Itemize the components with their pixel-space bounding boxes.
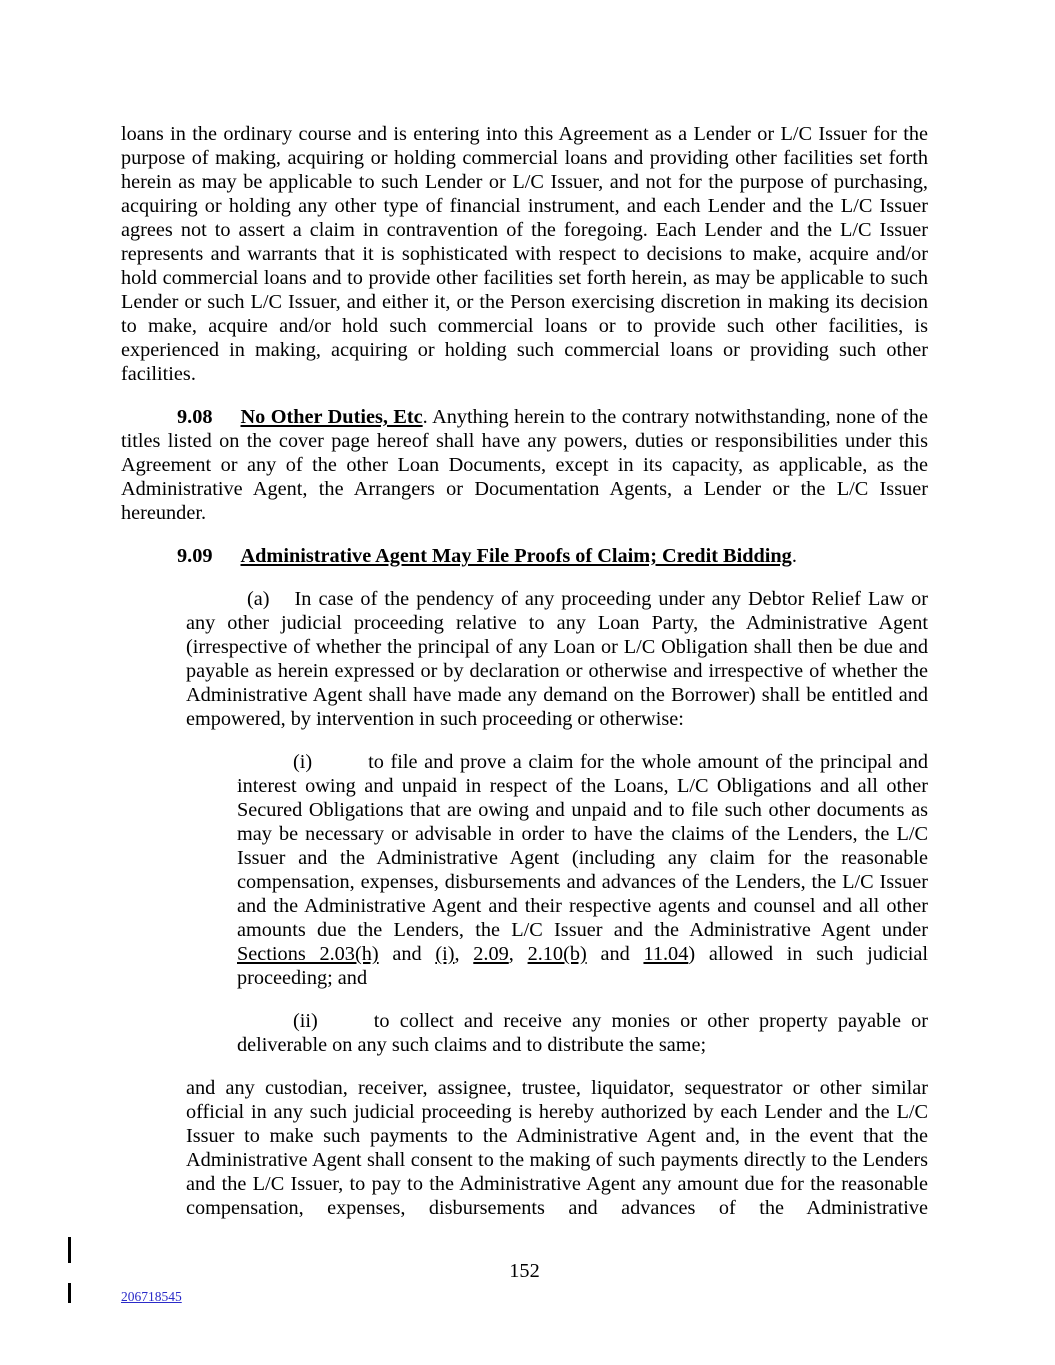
text-run: Administrative Agent May File Proofs of Claim; Credit Bidding	[240, 545, 792, 567]
change-bar-top	[68, 1237, 71, 1263]
section-reference-link[interactable]: (i)	[435, 943, 455, 965]
continuation-paragraph	[121, 122, 928, 386]
text-run: and any custodian, receiver, assignee, trustee, liquidator, sequestrator or other similar official in any such judicial proceeding is hereby authorized by each Lender and the L/C Issuer to make such payments to the Administrative Agent and, in the event that the Administrative Agent shall consent to the making of such payments directly to the Lenders and the L/C Issuer, to pay to the Administrative Agent any amount due for the reasonable compensation, expenses, disbursements and advances of the Administrative	[186, 1077, 928, 1219]
clause-a	[186, 587, 928, 731]
section-9-08	[121, 405, 928, 525]
change-bar-bottom	[68, 1283, 71, 1303]
text-run: to collect and receive any monies or other property payable or deliverable on any such claims and to distribute the same;	[237, 1010, 928, 1056]
text-run: to file and prove a claim for the whole amount of the principal and interest owing and unpaid in respect of the Loans, L/C Obligations and all other Secured Obligations that are owing and unpaid and to file such other documents as may be necessary or advisable in order to have the claims of the Lenders, the L/C Issuer and the Administrative Agent (including any claim for the reasonable compensation, expenses, disbursements and advances of the Lenders, the L/C Issuer and the Administrative Agent and their respective agents and counsel and all other amounts due the Lenders, the L/C Issuer and the Administrative Agent under	[237, 751, 928, 941]
clause-a-i	[237, 750, 928, 990]
closing-paragraph	[186, 1076, 928, 1220]
text-run: loans in the ordinary course and is entering into this Agreement as a Lender or L/C Issuer for the purpose of making, acquiring or holding commercial loans and providing other facilities set forth herein as may be applicable to such Lender or L/C Issuer, and not for the purpose of purchasing, acquiring or holding any other type of financial instrument, and each Lender and the L/C Issuer agrees not to assert a claim in contravention of the foregoing. Each Lender and the L/C Issuer represents and warrants that it is sophisticated with respect to decisions to make, acquire and/or hold commercial loans and to provide other facilities set forth herein, as may be applicable to such Lender or such L/C Issuer, and either it, or the Person exercising discretion in making its decision to make, acquire and/or hold such commercial loans or to provide such other facilities, is experienced in making, acquiring or holding such commercial loans or providing such other facilities.	[121, 123, 928, 385]
document-body	[121, 122, 928, 1220]
section-9-09-heading	[121, 544, 928, 568]
text-run: (a)	[247, 588, 270, 610]
document-id-link[interactable]: 206718545	[121, 1289, 182, 1304]
text-run: 9.08	[177, 406, 213, 428]
text-run: .	[791, 545, 797, 567]
clause-a-ii	[237, 1009, 928, 1057]
section-reference-link[interactable]: 2.10(b)	[527, 943, 587, 965]
text-run: ,	[508, 943, 528, 965]
text-run: 9.09	[177, 545, 213, 567]
text-run: ) allowed in such judicial proceeding; and	[237, 943, 928, 989]
section-reference-link[interactable]: 11.04	[643, 943, 689, 965]
text-run: In case of the pendency of any proceeding under any Debtor Relief Law or any other judicial proceeding relative to any Loan Party, the Administrative Agent (irrespective of whether the principal of any Loan or L/C Obligation shall then be due and payable as herein expressed or by declaration or otherwise and irrespective of whether the Administrative Agent shall have made any demand on the Borrower) shall be entitled and empowered, by intervention in such proceeding or otherwise:	[186, 588, 928, 730]
text-run: and	[586, 943, 644, 965]
section-reference-link[interactable]: 2.09	[473, 943, 509, 965]
page-number: 152	[509, 1260, 540, 1282]
section-reference-link[interactable]: Sections 2.03(h)	[237, 943, 379, 965]
text-run: (ii)	[293, 1010, 318, 1032]
text-run: (i)	[293, 751, 313, 773]
text-run: No Other Duties, Etc	[240, 406, 423, 428]
text-run: and	[378, 943, 436, 965]
text-run: ,	[454, 943, 474, 965]
text-run: . Anything herein to the contrary notwithstanding, none of the titles listed on the cover page hereof shall have any powers, duties or responsibilities under this Agreement or any of the other Loan Documents, except in its capacity, as applicable, as the Administrative Agent, the Arrangers or Documentation Agents, a Lender or the L/C Issuer hereunder.	[121, 406, 928, 524]
